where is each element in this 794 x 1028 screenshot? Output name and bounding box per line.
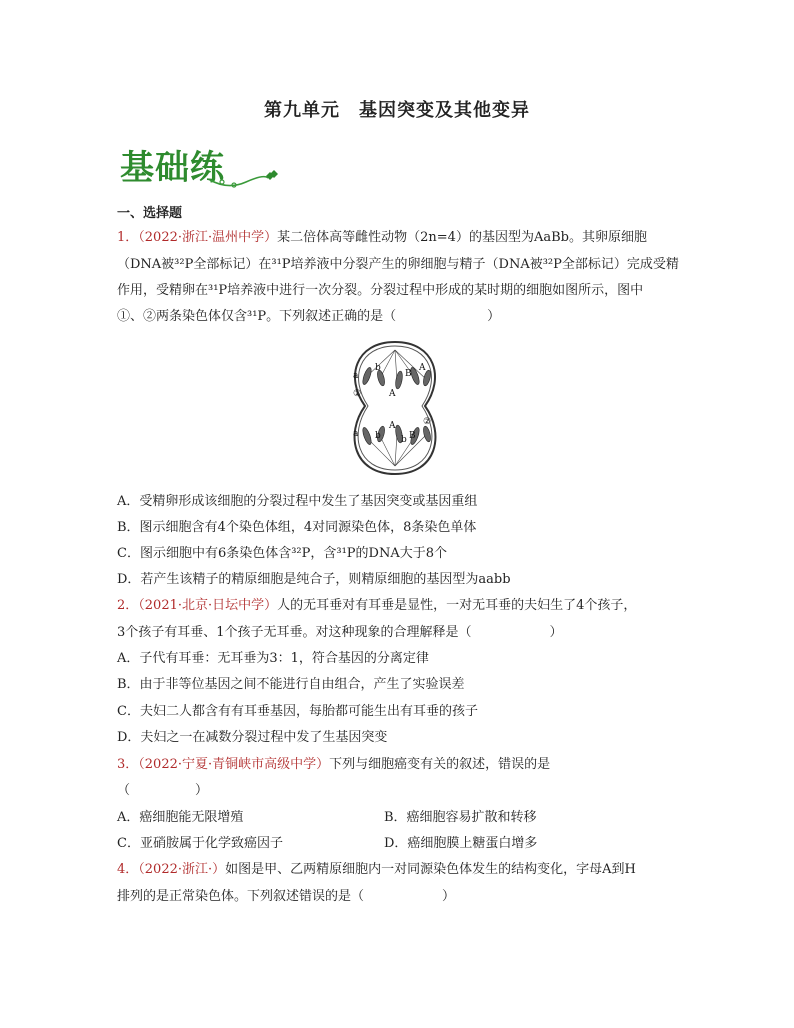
q2-text-2: 3个孩子有耳垂、1个孩子无耳垂。对这种现象的合理解释是（ ） [117,625,563,640]
q1-text-2: （DNA被³²P全部标记）在³¹P培养液中分裂产生的卵细胞与精子（DNA被³²P全部标记）完成受精 [117,257,679,272]
q2-option-a: A．子代有耳垂：无耳垂为3：1，符合基因的分离定律 [117,651,429,666]
q1-text-3: 作用，受精卵在³¹P培养液中进行一次分裂。分裂过程中形成的某时期的细胞如图所示，图中 [117,283,644,298]
fig-label-8: b [375,431,381,441]
fig-label-3: A [389,389,396,399]
q1-option-b: B．图示细胞含有4个染色体组，4对同源染色体，8条染色单体 [117,520,477,535]
cell-division-figure [345,338,445,478]
fig-label-12: b [401,435,407,445]
fig-label-11: ② [423,417,432,427]
q4-line1 [117,861,636,879]
q1-text-1: 某二倍体高等雌性动物（2n=4）的基因型为AaBb。其卵原细胞 [277,230,647,245]
q1-source: （2022·浙江·温州中学） [138,230,278,245]
banner-label: 基础练 [120,148,225,188]
q4-source: （2022·浙江·） [138,862,226,877]
fig-label-2: b [375,363,381,373]
q3-text-1: 下列与细胞癌变有关的叙述，错误的是 [329,757,551,772]
section-heading: 一、选择题 [117,206,183,221]
q4-text-2: 排列的是正常染色体。下列叙述错误的是（ ） [117,889,456,904]
q3-line1 [117,756,550,774]
q3-option-d: D．癌细胞膜上糖蛋白增多 [384,836,538,851]
q3-option-a: A．癌细胞能无限增殖 [117,810,244,825]
q2-line1 [117,597,636,615]
fig-label-5: ① [353,389,362,399]
fig-label-7: a [353,429,359,439]
q2-option-b: B．由于非等位基因之间不能进行自由组合，产生了实验误差 [117,677,465,692]
fig-label-9: A [389,421,396,431]
q4-text-1: 如图是甲、乙两精原细胞内一对同源染色体发生的结构变化，字母A到H [225,862,636,877]
q3-text-2: （ ） [117,783,209,798]
q1-option-a: A．受精卵形成该细胞的分裂过程中发生了基因突变或基因重组 [117,494,478,509]
q2-option-c: C．夫妇二人都含有有耳垂基因，每胎都可能生出有耳垂的孩子 [117,704,478,719]
q1-number: 1． [117,230,139,245]
q3-option-b: B．癌细胞容易扩散和转移 [384,810,537,825]
q3-option-c: C．亚硝胺属于化学致癌因子 [117,836,283,851]
fig-label-10: B [409,431,416,441]
q1-option-d: D．若产生该精子的精原细胞是纯合子，则精原细胞的基因型为aabb [117,572,511,587]
q4-number: 4． [117,862,139,877]
q1-text-4: ①、②两条染色体仅含³¹P。下列叙述正确的是（ ） [117,309,501,324]
practice-banner [120,140,280,188]
q1-option-c: C．图示细胞中有6条染色体含³²P，含³¹P的DNA大于8个 [117,546,448,561]
q3-number: 3． [117,757,139,772]
fig-label-6: A [419,363,426,373]
fig-label-1: a [353,371,359,381]
q2-option-d: D．夫妇之一在减数分裂过程中发了生基因突变 [117,730,388,745]
fig-label-4: B [405,369,412,379]
q1-line1 [117,229,647,247]
q3-source: （2022·宁夏·青铜峡市高级中学） [138,757,330,772]
q2-source: （2021·北京·日坛中学） [138,598,278,613]
q2-text-1: 人的无耳垂对有耳垂是显性，一对无耳垂的夫妇生了4个孩子， [277,598,637,613]
q2-number: 2． [117,598,139,613]
page-title: 第九单元 基因突变及其他变异 [264,100,530,121]
vine-decoration-icon [208,162,280,190]
